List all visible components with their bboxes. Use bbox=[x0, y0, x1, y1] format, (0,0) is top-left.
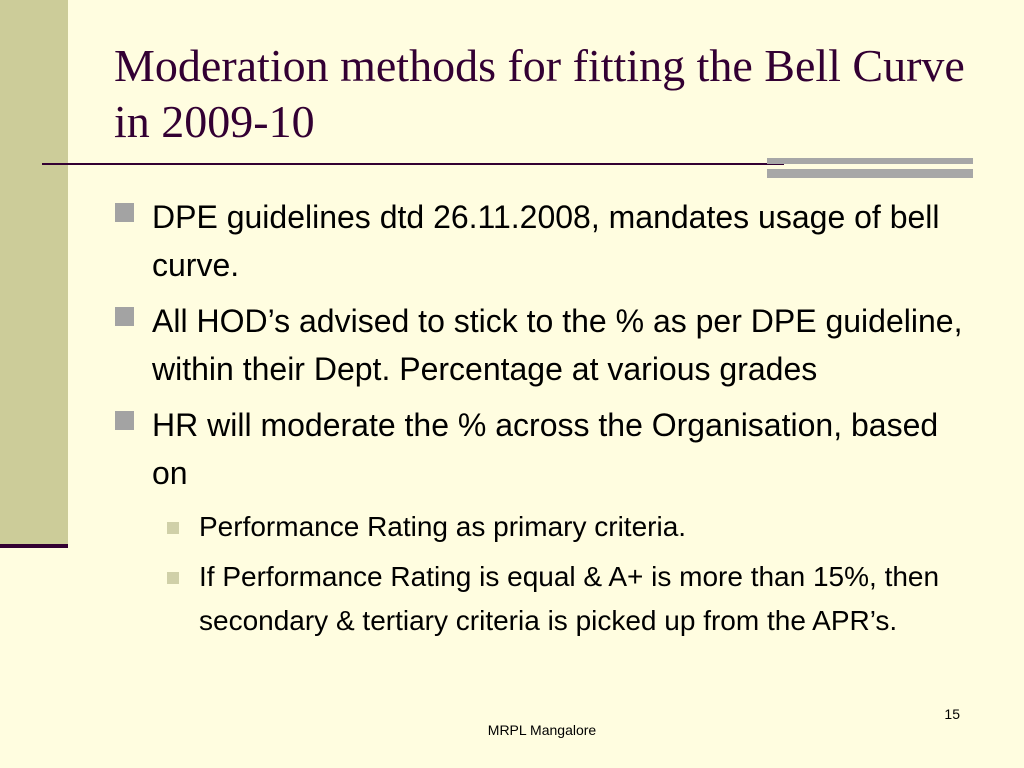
sub-bullet-item bbox=[115, 555, 965, 643]
bullet-text: DPE guidelines dtd 26.11.2008, mandates usage of bell curve. bbox=[152, 199, 940, 283]
sub-bullet-item bbox=[115, 505, 965, 549]
bullet-text: All HOD’s advised to stick to the % as per DPE guideline, within their Dept. Percentage at various grades bbox=[152, 303, 963, 387]
square-bullet-icon bbox=[115, 307, 134, 326]
sub-bullet-text: Performance Rating as primary criteria. bbox=[199, 511, 687, 542]
bullet-item bbox=[115, 297, 965, 393]
bullet-list bbox=[115, 193, 965, 647]
square-bullet-icon bbox=[115, 411, 134, 430]
square-sub-bullet-icon bbox=[167, 572, 179, 584]
square-bullet-icon bbox=[115, 203, 134, 222]
decorative-bar-bottom bbox=[767, 169, 973, 178]
decorative-bar-top bbox=[767, 158, 973, 164]
left-accent-band bbox=[0, 0, 68, 545]
bullet-item bbox=[115, 193, 965, 289]
square-sub-bullet-icon bbox=[167, 522, 179, 534]
page-number: 15 bbox=[944, 706, 960, 722]
title-underline bbox=[42, 163, 784, 165]
bullet-item bbox=[115, 401, 965, 497]
left-band-rule bbox=[0, 544, 68, 548]
slide-footer: MRPL Mangalore bbox=[487, 722, 597, 738]
slide-title: Moderation methods for fitting the Bell Curve in 2009-10 bbox=[114, 40, 965, 147]
bullet-text: HR will moderate the % across the Organisation, based on bbox=[152, 407, 939, 491]
sub-bullet-text: If Performance Rating is equal & A+ is more than 15%, then secondary & tertiary criteria is picked up from the APR’s. bbox=[199, 561, 940, 636]
